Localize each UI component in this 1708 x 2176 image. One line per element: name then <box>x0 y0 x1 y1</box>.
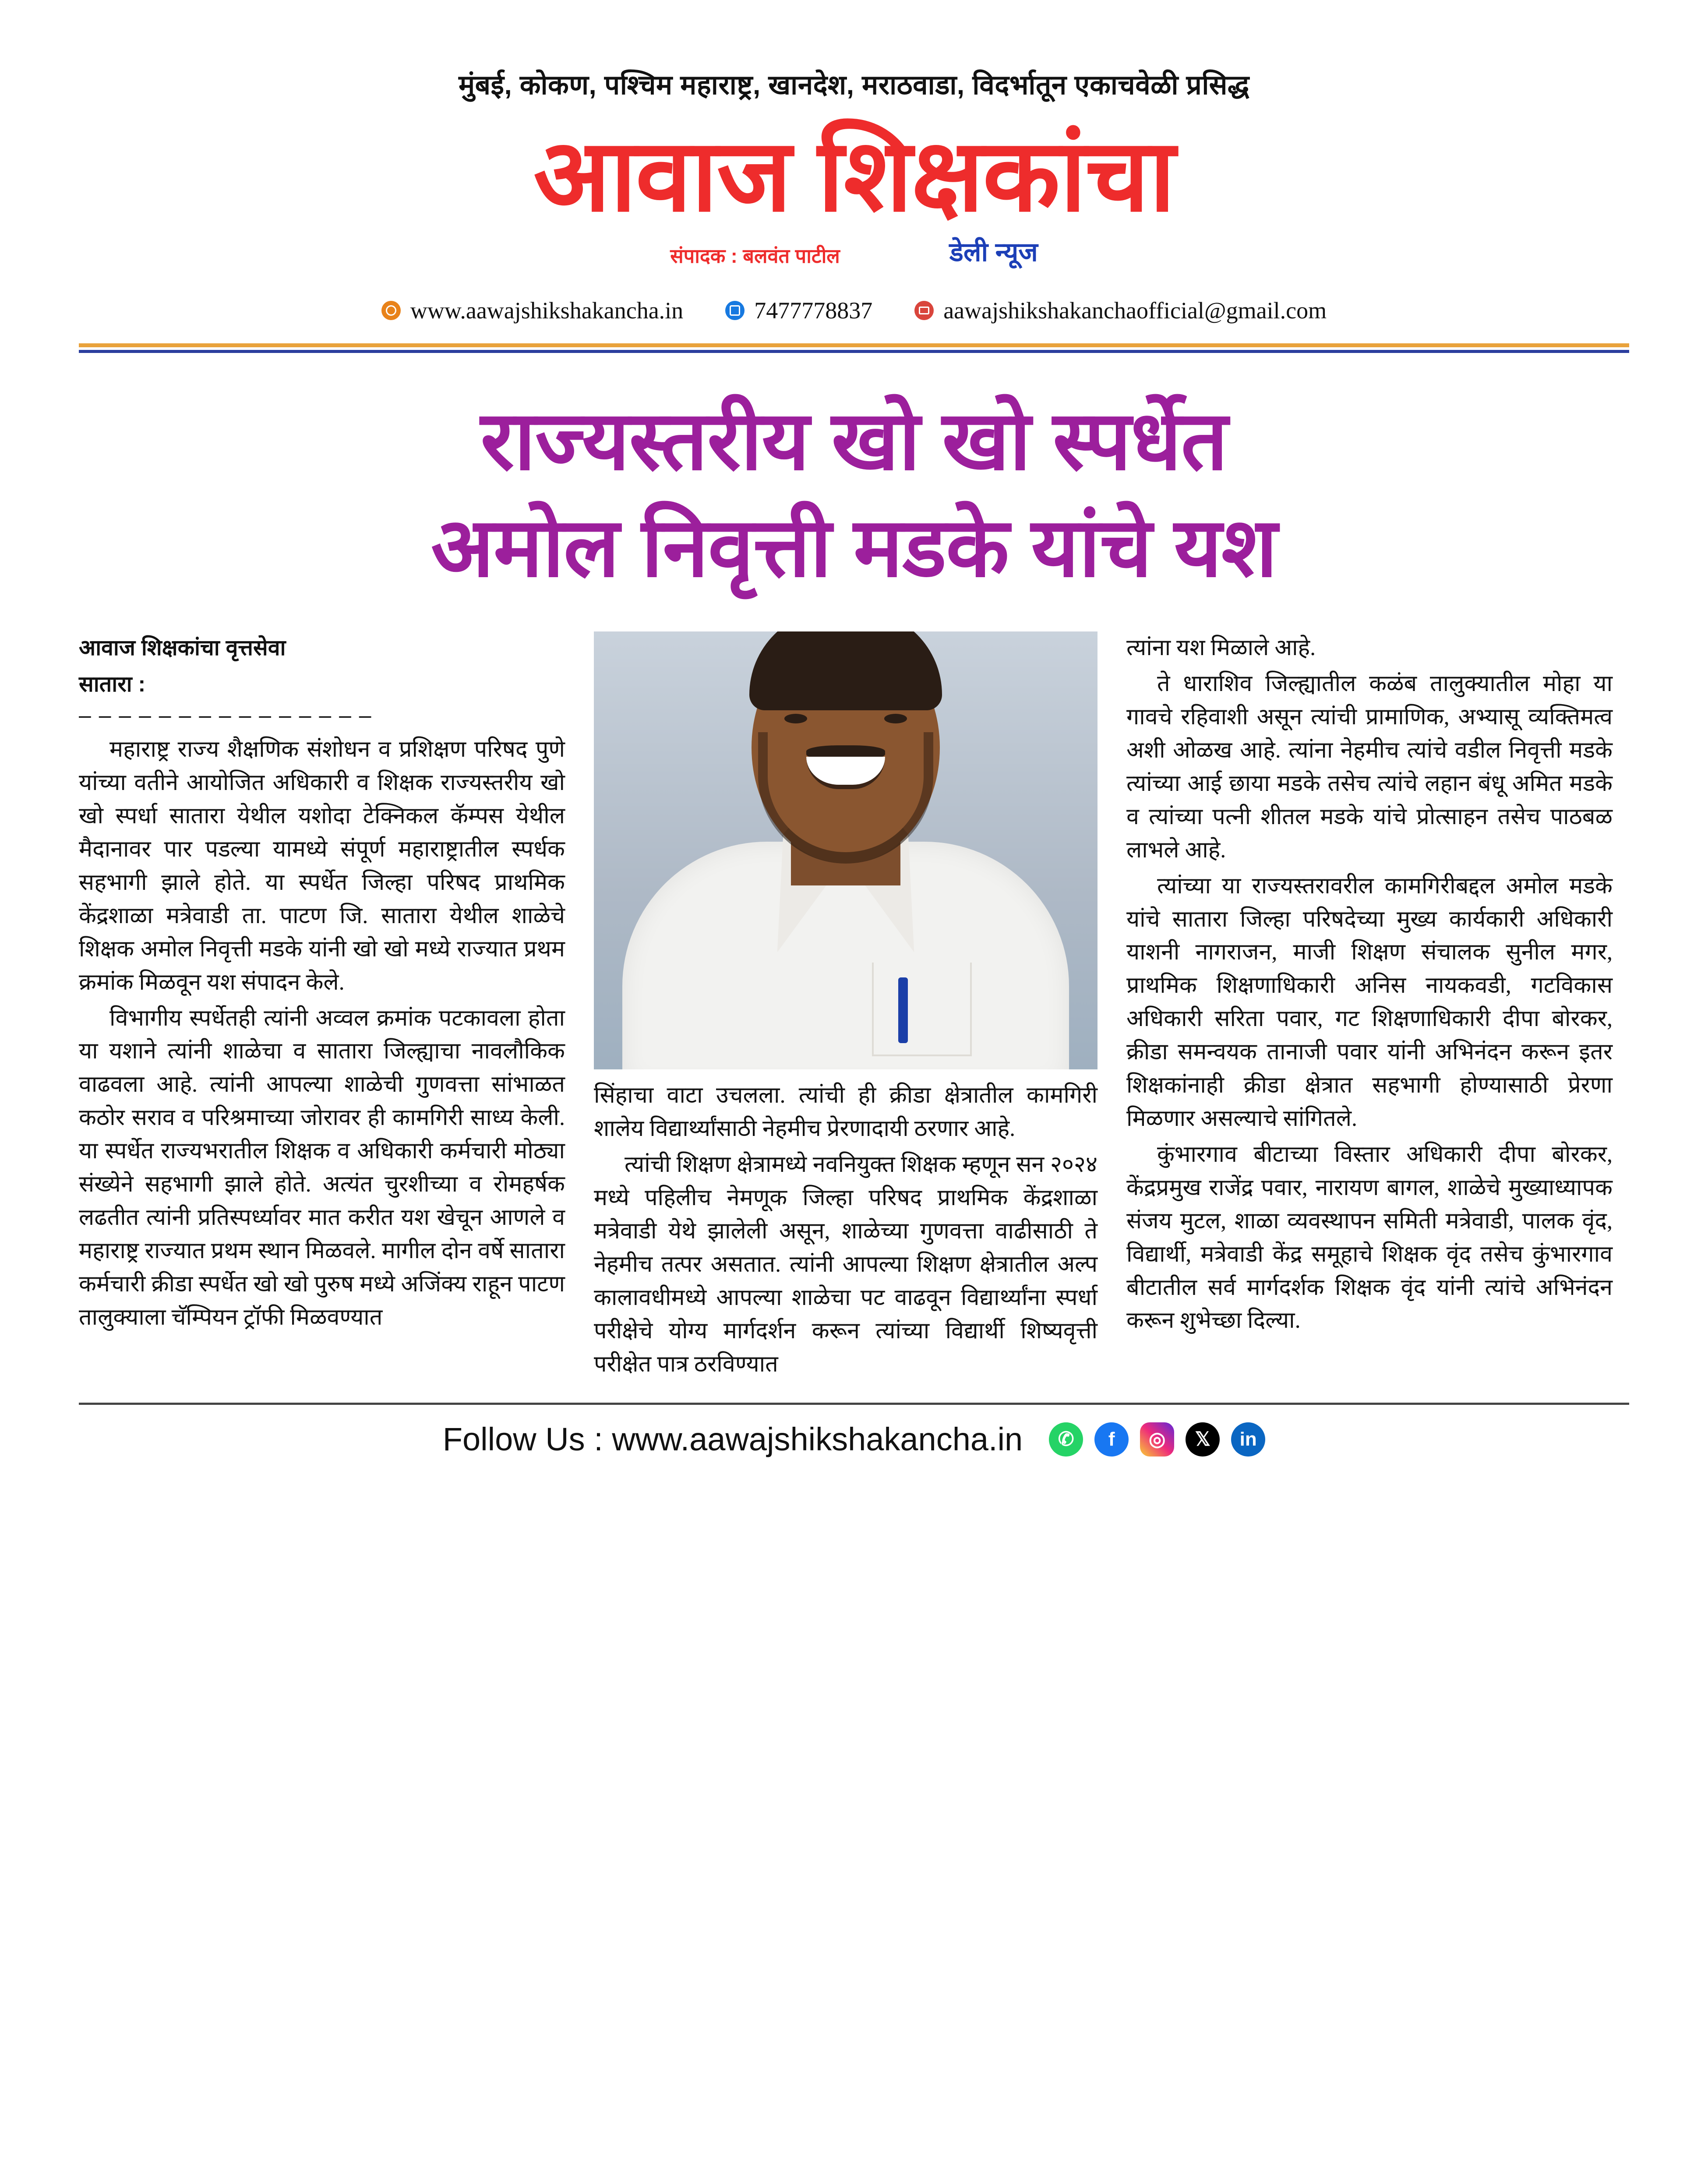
footer-divider <box>79 1403 1629 1405</box>
facebook-icon[interactable]: f <box>1094 1422 1129 1457</box>
globe-icon <box>381 301 401 320</box>
paragraph: त्यांना यश मिळाले आहे. <box>1126 635 1316 661</box>
paragraph: ते धाराशिव जिल्ह्यातील कळंब तालुक्यातील मोहा या गावचे रहिवाशी असून त्यांची प्रामाणिक, अभ्यासू व्यक्तिमत्व अशी ओळख आहे. त्यांना नेहमीच त्यांचे वडील निवृत्ती मडके त्यांच्या आई छाया मडके तसेच त्यांचे लहान बंधू अमित मडके व त्यांच्या पत्नी शीतल मडके यांचे प्रोत्साहन तसेच पाठबळ लाभले आहे. <box>1126 671 1613 863</box>
social-links <box>1049 1422 1265 1457</box>
follow-us-text: Follow Us : www.aawajshikshakancha.in <box>442 1421 1023 1458</box>
byline-dashes: – – – – – – – – – – – – – – – <box>79 703 372 728</box>
byline-source: आवाज शिक्षकांचा वृत्तसेवा <box>79 635 286 660</box>
article-photo <box>594 631 1097 1069</box>
mail-icon <box>914 301 934 320</box>
headline-line-2: अमोल निवृत्ती मडके यांचे यश <box>431 501 1277 593</box>
paragraph: त्यांच्या या राज्यस्तरावरील कामगिरीबद्दल अमोल मडके यांचे सातारा जिल्हा परिषदेच्या मुख्य कार्यकारी अधिकारी याशनी नागराजन, माजी शिक्षण संचालक सुनील मगर, प्राथमिक शिक्षणाधिकारी अनिस नायकवडी, गटविकास अधिकारी सरिता पवार, गट शिक्षणाधिकारी दीपा बोरकर, क्रीडा समन्वयक तानाजी पवार यांनी अभिनंदन करून इतर शिक्षकांनाही क्रीडा क्षेत्रात सहभागी होण्यासाठी प्रेरणा मिळणार असल्याचे सांगितले. <box>1126 873 1613 1131</box>
masthead-subrow <box>79 233 1629 269</box>
column-right <box>1126 631 1613 1383</box>
contact-phone[interactable] <box>725 297 872 324</box>
daily-news-label: डेली न्यूज <box>949 237 1038 267</box>
article-body <box>79 631 1629 1383</box>
contact-bar <box>79 297 1629 324</box>
contact-email[interactable] <box>914 297 1327 324</box>
paragraph: कुंभारगाव बीटाच्या विस्तार अधिकारी दीपा बोरकर, केंद्रप्रमुख राजेंद्र पवार, नारायण बागल, शाळेचे मुख्याध्यापक संजय मुटल, शाळा व्यवस्थापन समिती मत्रेवाडी, पालक वृंद, विद्यार्थी, मत्रेवाडी केंद्र समूहाचे शिक्षक वृंद तसेच कुंभारगाव बीटातील सर्व मार्गदर्शक शिक्षक वृंद यांनी त्यांचे अभिनंदन करून शुभेच्छा दिल्या. <box>1126 1142 1613 1333</box>
linkedin-icon[interactable]: in <box>1231 1422 1265 1457</box>
x-icon[interactable]: 𝕏 <box>1186 1422 1220 1457</box>
phone-text: 7477778837 <box>754 297 873 324</box>
whatsapp-icon[interactable]: ✆ <box>1049 1422 1083 1457</box>
column-middle <box>594 631 1097 1383</box>
instagram-icon[interactable]: ◎ <box>1140 1422 1174 1457</box>
column-left <box>79 631 565 1383</box>
masthead <box>79 0 1629 324</box>
phone-icon <box>725 301 745 320</box>
pen-icon <box>898 977 908 1043</box>
footer <box>79 1421 1629 1458</box>
paragraph: महाराष्ट्र राज्य शैक्षणिक संशोधन व प्रशिक्षण परिषद पुणे यांच्या वतीने आयोजित अधिकारी व शिक्षक राज्यस्तरीय खो खो स्पर्धा सातारा येथील यशोदा टेक्निकल कॅम्पस येथील मैदानावर पार पडल्या यामध्ये संपूर्ण महाराष्ट्रातील स्पर्धक सहभागी झाले होते. या स्पर्धेत जिल्हा परिषद प्राथमिक केंद्रशाळा मत्रेवाडी ता. पाटण जि. सातारा येथील शाळेचे शिक्षक अमोल निवृत्ती मडके यांनी खो खो मध्ये राज्यात प्रथम क्रमांक मिळवून यश संपादन केले. <box>79 737 565 995</box>
paragraph: त्यांची शिक्षण क्षेत्रामध्ये नवनियुक्त शिक्षक म्हणून सन २०२४ मध्ये पहिलीच नेमणूक जिल्हा परिषद प्राथमिक केंद्रशाळा मत्रेवाडी येथे झालेली असून, शाळेच्या गुणवत्ता वाढीसाठी ते नेहमीच तत्पर असतात. त्यांनी आपल्या शिक्षण क्षेत्रातील अल्प कालावधीमध्ये आपल्या शाळेचा पट वाढवून विद्यार्थ्यांना स्पर्धा परीक्षेचे योग्य मार्गदर्शन करून त्यांच्या विद्यार्थी शिष्यवृत्ती परीक्षेत पात्र ठरविण्यात <box>594 1152 1097 1377</box>
email-text: aawajshikshakanchaofficial@gmail.com <box>943 297 1327 324</box>
photo-hair <box>749 631 942 710</box>
photo-pocket <box>872 963 972 1056</box>
byline-place: सातारा : <box>79 672 146 697</box>
paper-title: आवाज शिक्षकांचा <box>533 119 1175 232</box>
website-text: www.aawajshikshakancha.in <box>410 297 684 324</box>
masthead-strapline: मुंबई, कोकण, पश्चिम महाराष्ट्र, खानदेश, मराठवाडा, विदर्भातून एकाचवेळी प्रसिद्ध <box>459 70 1249 100</box>
headline-line-1: राज्यस्तरीय खो खो स्पर्धेत <box>480 394 1228 487</box>
page-headline <box>79 387 1629 601</box>
editor-credit: संपादक : बलवंत पाटील <box>670 244 840 267</box>
paragraph: विभागीय स्पर्धेतही त्यांनी अव्वल क्रमांक पटकावला होता या यशाने त्यांनी शाळेचा व सातारा जिल्ह्याचा नावलौकिक वाढवला आहे. त्यांनी आपल्या शाळेची गुणवत्ता सांभाळत कठोर सराव व परिश्रमाच्या जोरावर ही कामगिरी साध्य केली. या स्पर्धेत राज्यभरातील शिक्षक व अधिकारी कर्मचारी मोठ्या संख्येने सहभागी झाले होते. अत्यंत चुरशीच्या व रोमहर्षक लढतीत त्यांनी प्रतिस्पर्ध्यावर मात करीत यश खेचून आणले व महाराष्ट्र राज्यात प्रथम स्थान मिळवले. मागील दोन वर्षे सातारा कर्मचारी क्रीडा स्पर्धेत खो खो पुरुष मध्ये अजिंक्य राहून पाटण तालुक्याला चॅम्पियन ट्रॉफी मिळवण्यात <box>79 1005 565 1330</box>
contact-website[interactable] <box>381 297 683 324</box>
paragraph: सिंहाचा वाटा उचलला. त्यांची ही क्रीडा क्षेत्रातील कामगिरी शालेय विद्यार्थ्यांसाठी नेहमीच प्रेरणादायी ठरणार आहे. <box>594 1083 1097 1142</box>
byline <box>79 631 565 701</box>
divider-blue <box>79 350 1629 353</box>
divider-orange <box>79 343 1629 347</box>
